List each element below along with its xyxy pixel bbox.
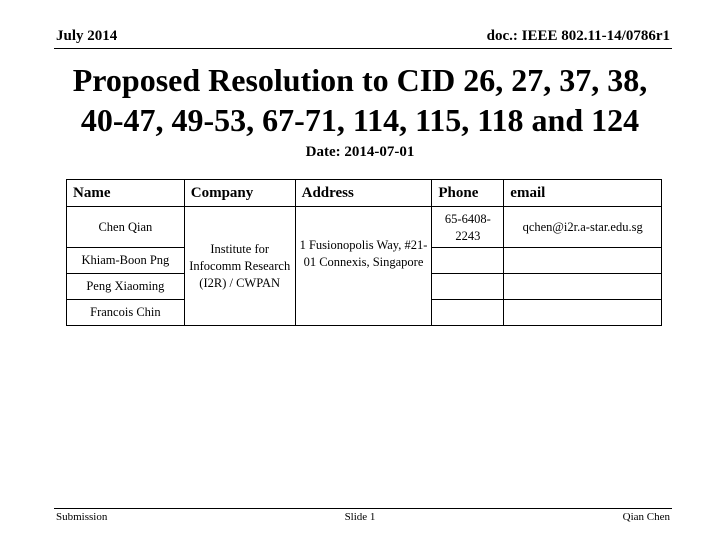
email-cell	[504, 274, 662, 300]
email-cell	[504, 248, 662, 274]
slide-title	[40, 60, 680, 140]
table-row	[67, 207, 662, 248]
name-cell: Francois Chin	[67, 300, 185, 326]
email-cell: qchen@i2r.a-star.edu.sg	[504, 207, 662, 248]
company-cell: Institute for Infocomm Research (I2R) / CWPAN	[184, 207, 295, 326]
header-doc-id: doc.: IEEE 802.11-14/0786r1	[486, 28, 670, 44]
title-line-1: Proposed Resolution to CID 26, 27, 37, 38,	[72, 62, 648, 98]
header-address: Address	[295, 180, 432, 207]
phone-cell	[432, 248, 504, 274]
header-divider	[54, 48, 672, 49]
name-cell: Peng Xiaoming	[67, 274, 185, 300]
slide-date: Date: 2014-07-01	[305, 144, 415, 160]
table-header-row	[67, 180, 662, 207]
header-company: Company	[184, 180, 295, 207]
address-cell: 1 Fusionopolis Way, #21-01 Connexis, Singapore	[295, 207, 432, 326]
phone-cell	[432, 274, 504, 300]
phone-cell	[432, 300, 504, 326]
title-line-2: 40-47, 49-53, 67-71, 114, 115, 118 and 124	[80, 102, 640, 138]
name-cell: Chen Qian	[67, 207, 185, 248]
footer-slide-number: Slide 1	[344, 511, 376, 523]
header-phone: Phone	[432, 180, 504, 207]
header-email: email	[504, 180, 662, 207]
header-name: Name	[67, 180, 185, 207]
email-cell	[504, 300, 662, 326]
header-date: July 2014	[56, 28, 118, 44]
footer-author: Qian Chen	[622, 511, 670, 523]
footer-divider	[54, 508, 672, 509]
phone-cell: 65-6408-2243	[432, 207, 504, 248]
authors-table	[66, 179, 662, 326]
name-cell: Khiam-Boon Png	[67, 248, 185, 274]
footer-submission: Submission	[56, 511, 108, 523]
